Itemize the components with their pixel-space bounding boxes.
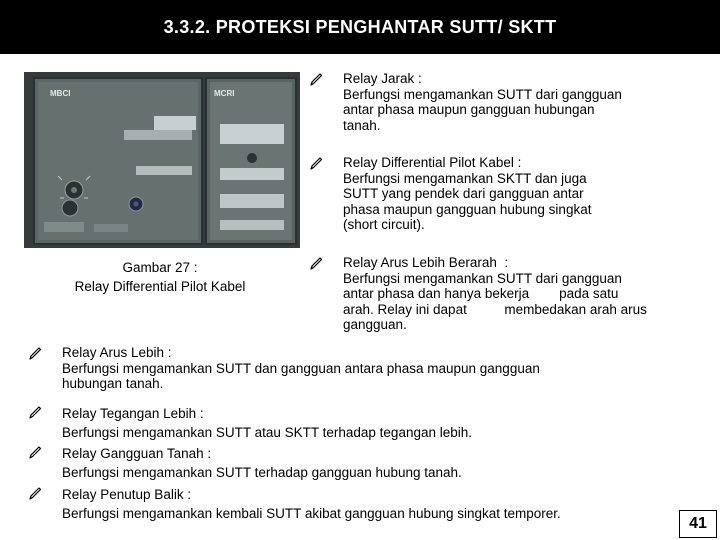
pencil-bullet-icon	[28, 486, 42, 500]
item-line: Berfungsi mengamankan kembali SUTT akibat gangguan hubung singkat temporer.	[62, 506, 561, 521]
item-line: Berfungsi mengamankan SUTT atau SKTT terhadap tegangan lebih.	[62, 425, 473, 440]
item-heading: Relay Penutup Balik :	[62, 487, 192, 502]
item-heading: Relay Differential Pilot Kabel :	[343, 155, 522, 170]
item-line: tanah.	[343, 117, 381, 133]
item-line: SUTT yang pendek dari gangguan antar	[343, 186, 584, 201]
relay-panel-illustration	[24, 72, 300, 248]
pencil-bullet-icon	[309, 156, 323, 170]
pencil-bullet-icon	[309, 72, 323, 86]
page-number: 41	[689, 515, 707, 532]
item-heading: Relay Arus Lebih Berarah :	[343, 255, 509, 270]
item-heading: Relay Gangguan Tanah :	[62, 446, 212, 461]
item-heading: Relay Arus Lebih :	[62, 345, 172, 360]
item-line: hubungan tanah.	[62, 376, 164, 391]
item-line: arah. Relay ini dapat membedakan arah arus	[343, 301, 647, 317]
pencil-bullet-icon	[28, 445, 42, 459]
item-line: (short circuit).	[343, 217, 425, 232]
item-line: Berfungsi mengamankan SKTT dan juga	[343, 170, 587, 186]
panel-right-label: MCRI	[214, 89, 235, 98]
list-item-relay-differential	[309, 155, 709, 233]
title-bar	[0, 0, 720, 54]
caption-line-1: Gambar 27 :	[122, 260, 198, 275]
item-line: Berfungsi mengamankan SUTT dan gangguan antara phasa maupun gangguan	[62, 360, 540, 376]
pencil-bullet-icon	[28, 346, 42, 360]
page-number-box	[679, 510, 717, 538]
page-title: 3.3.2. PROTEKSI PENGHANTAR SUTT/ SKTT	[163, 16, 557, 37]
item-line: Berfungsi mengamankan SUTT terhadap gangguan hubung tanah.	[62, 465, 462, 480]
pencil-bullet-icon	[309, 256, 323, 270]
item-line: antar phasa maupun gangguan hubungan	[343, 102, 595, 117]
figure-caption	[40, 258, 280, 296]
list-item-relay-penutup-balik	[28, 485, 668, 523]
list-item-relay-jarak	[309, 71, 709, 133]
item-line: antar phasa dan hanya bekerja pada satu	[343, 286, 619, 301]
panel-left-label: MBCI	[50, 89, 71, 98]
item-line: gangguan.	[343, 317, 407, 332]
list-item-relay-arus-lebih	[28, 345, 668, 392]
item-line: Berfungsi mengamankan SUTT dari gangguan	[343, 86, 622, 102]
list-item-relay-tegangan-lebih	[28, 404, 668, 442]
caption-line-2: Relay Differential Pilot Kabel	[74, 279, 246, 294]
pencil-bullet-icon	[28, 405, 42, 419]
item-heading: Relay Jarak :	[343, 71, 422, 86]
list-item-relay-arus-berarah	[309, 255, 709, 333]
item-line: Berfungsi mengamankan SUTT dari gangguan	[343, 270, 622, 286]
item-line: phasa maupun gangguan hubung singkat	[343, 201, 592, 217]
item-heading: Relay Tegangan Lebih :	[62, 406, 204, 421]
list-item-relay-gangguan-tanah	[28, 444, 668, 482]
relay-panel-photo	[24, 72, 300, 248]
